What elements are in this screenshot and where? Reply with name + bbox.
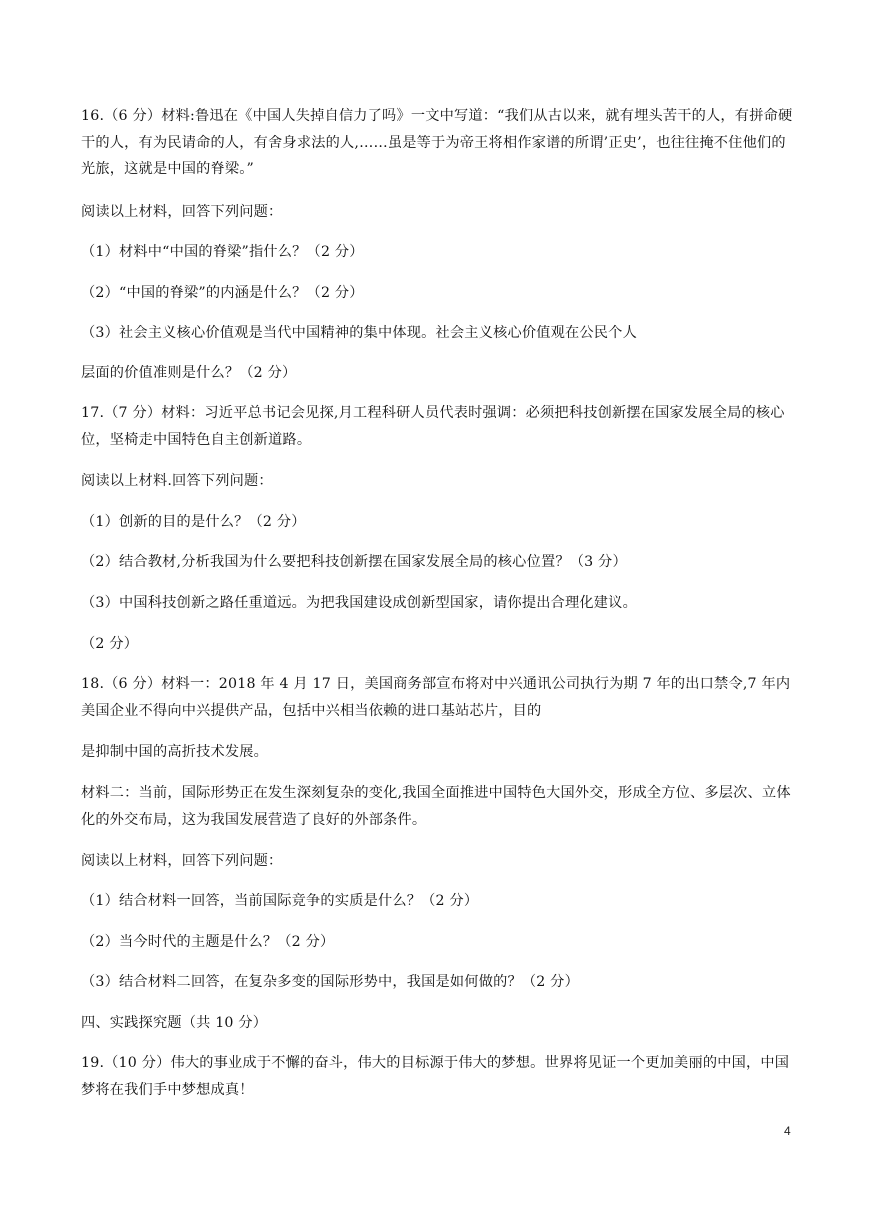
question-18-material-1: 18.（6 分）材料一：2018 年 4 月 17 日，美国商务部宣布将对中兴通讯公司执行为期 7 年的出口禁令,7 年内美国企业不得向中兴提供产品，包括中兴相当依赖的进口基站芯片，目的 [81, 676, 791, 719]
page-number: 4 [784, 1124, 791, 1138]
section-4-heading: 四、实践探究题（共 10 分） [81, 1015, 268, 1031]
question-18-part-2: （2）当今时代的主题是什么？（2 分） [81, 934, 335, 950]
question-17-part-1: （1）创新的目的是什么？（2 分） [81, 514, 306, 530]
question-19-text: 19.（10 分）伟大的事业成于不懈的奋斗，伟大的目标源于伟大的梦想。世界将见证一个更加美丽的中国，中国梦将在我们手中梦想成真！ [81, 1055, 790, 1098]
question-18-instruction: 阅读以上材料，回答下列问题： [81, 853, 283, 869]
question-16-instruction: 阅读以上材料，回答下列问题： [81, 204, 283, 220]
question-17-text: 17.（7 分）材料：习近平总书记会见探,月工程科研人员代表时强调：必须把科技创新摆在国家发展全局的核心位，坚椅走中国特色自主创新道路。 [81, 405, 785, 448]
question-16-part-3: （3）社会主义核心价值观是当代中国精神的集中体现。社会主义核心价值观在公民个人 [81, 325, 637, 341]
question-16-part-3-continued: 层面的价值准则是什么？（2 分） [81, 365, 297, 381]
question-16-part-2: （2）“中国的脊梁”的内涵是什么？（2 分） [81, 285, 364, 301]
question-18-part-1: （1）结合材料一回答，当前国际竞争的实质是什么？（2 分） [81, 893, 479, 909]
question-17-part-3-score: （2 分） [81, 636, 139, 652]
question-18-material-1-continued: 是抑制中国的高折技术发展。 [81, 744, 269, 760]
question-17-part-2: （2）结合教材,分析我国为什么要把科技创新摆在国家发展全局的核心位置？（3 分） [81, 554, 627, 570]
question-18-part-3: （3）结合材料二回答，在复杂多变的国际形势中，我国是如何做的？（2 分） [81, 974, 579, 990]
question-17-part-3: （3）中国科技创新之路任重道远。为把我国建设成创新型国家，请你提出合理化建议。 [81, 595, 637, 611]
question-16-text: 16.（6 分）材料:鲁迅在《中国人失掉自信力了吗》一文中写道：“我们从古以来，就有埋头苦干的人，有拼命硬干的人，有为民请命的人，有舍身求法的人,……虽是等于为帝王将相作家谱的所谓’正史’，也往往掩不住他们的光旅，这就是中国的脊梁。” [81, 108, 793, 177]
question-16-part-1: （1）材料中“中国的脊梁”指什么？（2 分） [81, 244, 364, 260]
question-18-material-2: 材料二：当前，国际形势正在发生深刻复杂的变化,我国全面推进中国特色大国外交，形成全方位、多层次、立体化的外交布局，这为我国发展营造了良好的外部条件。 [81, 785, 791, 828]
question-17-instruction: 阅读以上材料.回答下列问题： [81, 473, 273, 489]
